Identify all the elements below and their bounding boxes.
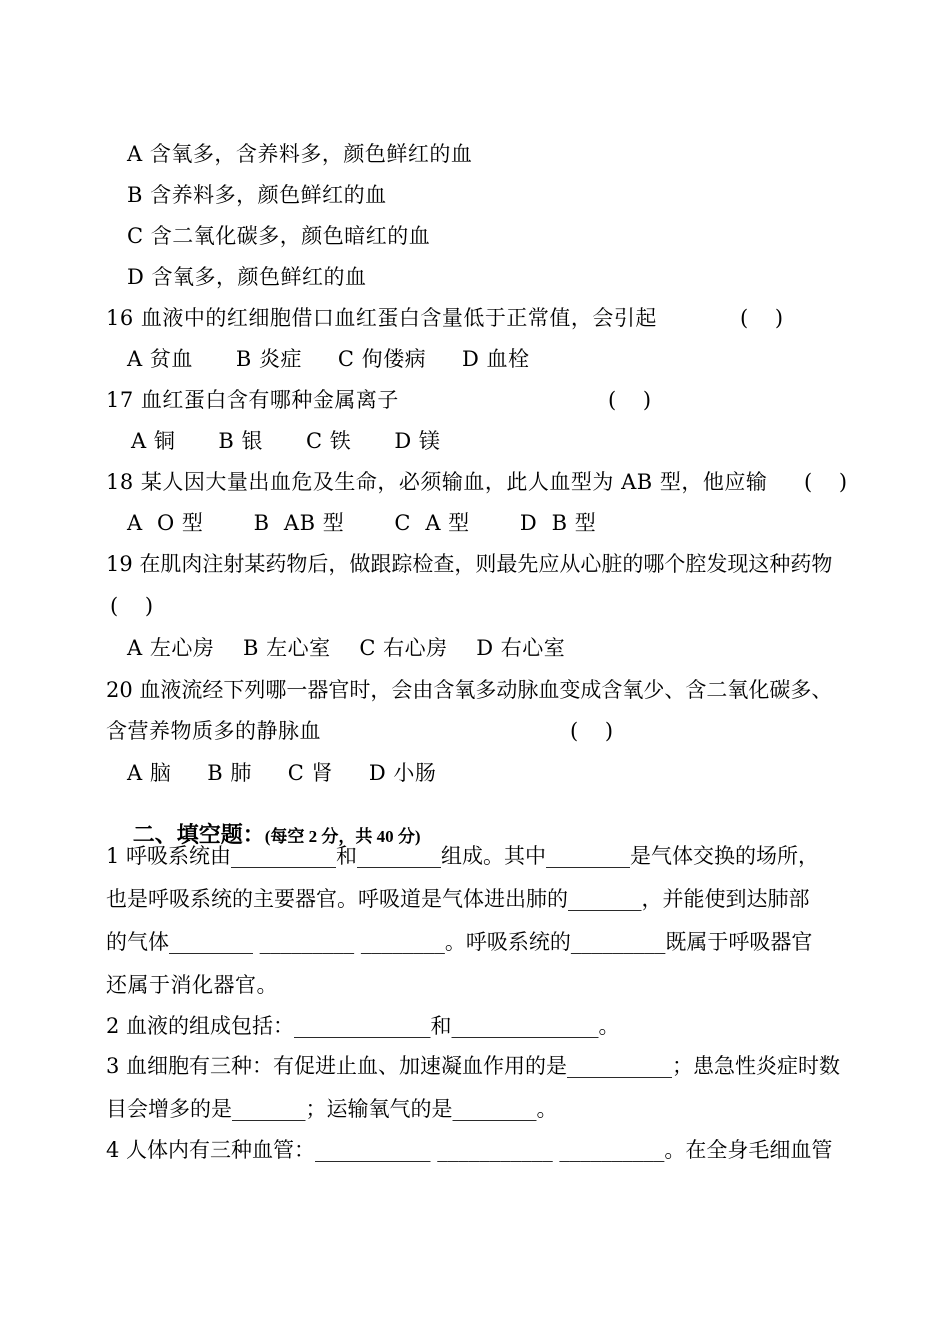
fill-q1-line1: 1 呼吸系统由__________和________组成。其中________是气体交换的场所， xyxy=(106,844,820,868)
q16-options: A 贫血 B 炎症 C 佝偻病 D 血栓 xyxy=(127,347,530,371)
q16-stem: 16 血液中的红细胞借口血红蛋白含量低于正常值，会引起 xyxy=(106,306,657,330)
q20-answer-paren: ( ) xyxy=(570,719,614,743)
q17-answer-paren: ( ) xyxy=(608,388,652,412)
fill-q1-line3: 的气体________ _________ ________。呼吸系统的_________既属于呼吸器官 xyxy=(106,930,813,954)
q20-stem-line1: 20 血液流经下列哪一器官时，会由含氧多动脉血变成含氧少、含二氧化碳多、 xyxy=(106,678,833,702)
q15-option-c: C 含二氧化碳多，颜色暗红的血 xyxy=(127,224,431,248)
fill-q2: 2 血液的组成包括：_____________和______________。 xyxy=(106,1014,620,1038)
q20-stem-line2: 含营养物质多的静脉血 xyxy=(106,719,321,743)
q18-options: A O 型 B AB 型 C A 型 D B 型 xyxy=(127,511,597,535)
q15-option-d: D 含氧多，颜色鲜红的血 xyxy=(127,265,367,289)
q19-options: A 左心房 B 左心室 C 右心房 D 右心室 xyxy=(127,636,566,660)
q19-answer-paren: ( ) xyxy=(110,594,154,618)
fill-q1-line4: 还属于消化器官。 xyxy=(106,973,278,997)
section-2-title: 二、填空题： xyxy=(132,823,265,848)
q15-option-a: A 含氧多，含养料多，颜色鲜红的血 xyxy=(127,142,473,166)
fill-q3-line1: 3 血细胞有三种：有促进止血、加速凝血作用的是__________；患急性炎症时数 xyxy=(106,1054,841,1078)
fill-q3-line2: 目会增多的是_______；运输氧气的是________。 xyxy=(106,1097,558,1121)
q17-stem: 17 血红蛋白含有哪种金属离子 xyxy=(106,388,399,412)
q15-option-b: B 含养料多，颜色鲜红的血 xyxy=(127,183,387,207)
q18-stem: 18 某人因大量出血危及生命，必须输血，此人血型为 AB 型，他应输 xyxy=(106,470,768,494)
section-2-score-note: (每空 2 分，共 40 分) xyxy=(264,827,421,846)
q20-options: A 脑 B 肺 C 肾 D 小肠 xyxy=(127,761,437,785)
q19-stem: 19 在肌肉注射某药物后，做跟踪检查，则最先应从心脏的哪个腔发现这种药物 xyxy=(106,552,833,576)
q17-options: A 铜 B 银 C 铁 D 镁 xyxy=(131,429,441,453)
fill-q4: 4 人体内有三种血管：___________ ___________ __________。在全身毛细血管 xyxy=(106,1138,833,1162)
q18-answer-paren: ( ) xyxy=(804,470,848,494)
q16-answer-paren: ( ) xyxy=(740,306,784,330)
fill-q1-line2: 也是呼吸系统的主要器官。呼吸道是气体进出肺的_______，并能使到达肺部 xyxy=(106,887,810,911)
